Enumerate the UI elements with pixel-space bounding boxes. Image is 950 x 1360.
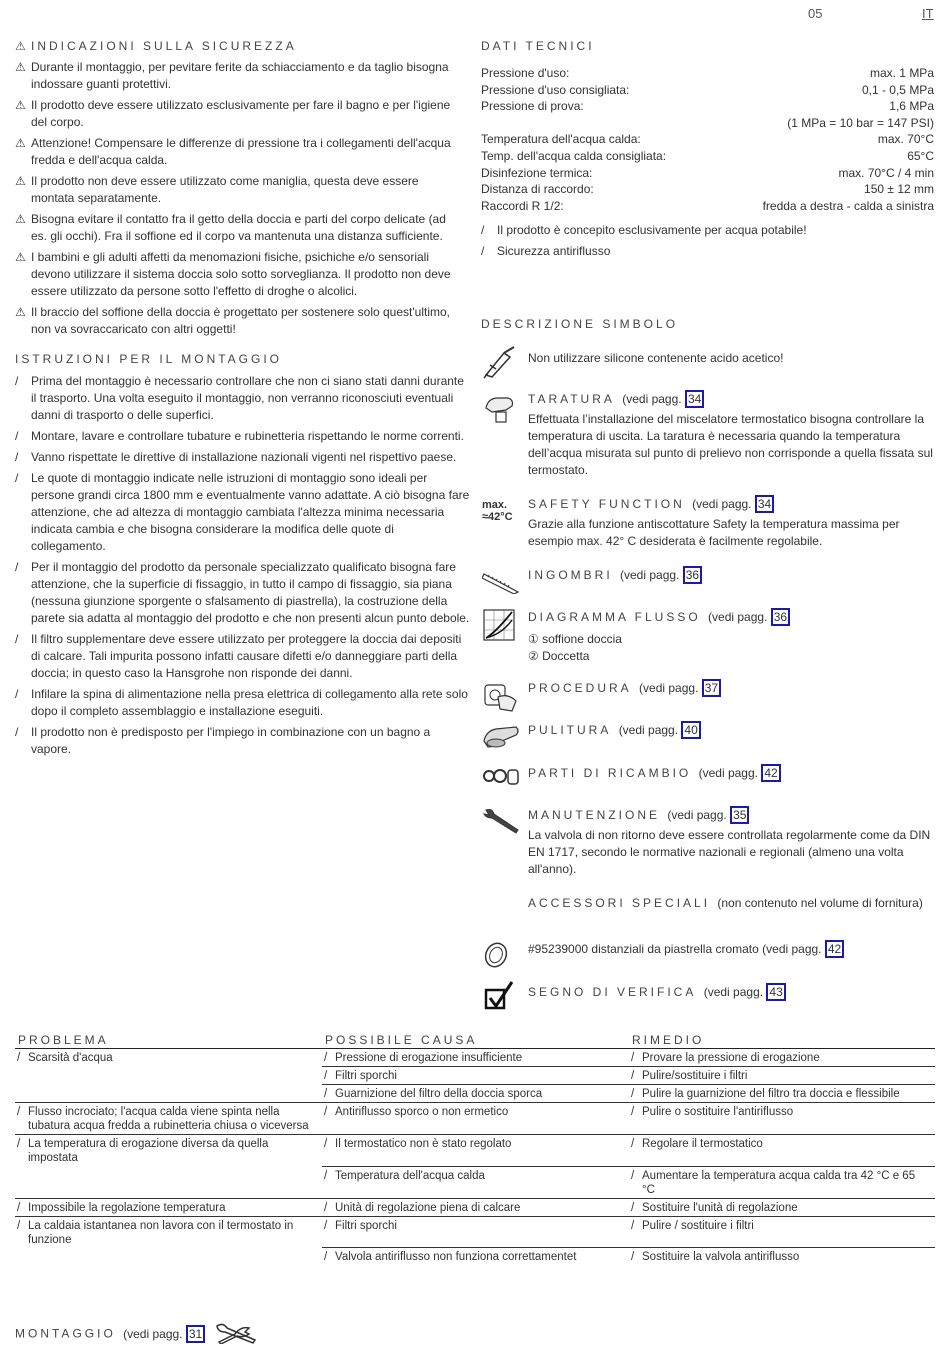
manutenzione-page-link[interactable]: 35 [730,806,749,824]
safety-item-text: Attenzione! Compensare le differenze di pressione tra i collegamenti dell'acqua fredda e dell'acqua calda. [31,136,451,167]
slash-marker: / [324,1138,328,1150]
tech-label: Pressione d'uso consigliata: [481,82,630,97]
table-cell-remedy [629,1103,935,1135]
slash-marker: / [15,471,19,485]
tech-value: 65°C [907,148,934,163]
ruler-icon [482,566,522,602]
safety-section [15,39,463,342]
procedura-ref: (vedi pagg. [639,681,699,695]
table-row [15,1248,935,1266]
safety-function-page-link[interactable]: 34 [755,495,774,513]
slash-marker: / [324,1070,328,1082]
cell-text: Valvola antiriflusso non funziona correttamentet [335,1251,577,1263]
manutenzione-ref: (vedi pagg. [667,808,727,822]
table-cell-cause [322,1248,629,1266]
footer-montaggio [15,1322,315,1347]
ingombri-ref: (vedi pagg. [620,568,680,582]
slash-marker: / [324,1219,328,1232]
slash-marker: / [631,1088,635,1100]
mounting-item-text: Il prodotto non è predisposto per l'impiego in combinazione con un bagno a vapore. [31,725,431,756]
tech-row [481,131,934,148]
taratura-description: Effettuata l’installazione del miscelatore termostatico bisogna controllare la temperatura di uscita. La taratura è necessaria quando la temperatura dell’acqua misurata sul punto di prelievo non corrisponde a quella fissata sul termostato. [528,412,933,477]
table-cell-remedy [629,1085,935,1103]
cell-text: Pulire la guarnizione del filtro tra doccia e flessibile [642,1088,900,1100]
tech-value: 150 ± 12 mm [864,182,934,197]
slash-marker: / [17,1201,21,1214]
tech-value: (1 MPa = 10 bar = 147 PSI) [787,115,934,130]
safety-item-text: Il prodotto deve essere utilizzato esclusivamente per fare il bagno e per l'igiene del corpo. [31,98,451,129]
pulitura-ref: (vedi pagg. [618,723,679,737]
mounting-title: ISTRUZIONI PER IL MONTAGGIO [15,352,283,366]
manutenzione-description: La valvola di non ritorno deve essere controllata regolarmente come da DIN EN 1717, secondo le normative nazionali e regionali (almeno una volta all'anno). [528,828,931,876]
slash-marker: / [324,1169,328,1182]
distanziali-text-block [528,940,938,958]
slash-marker: / [324,1106,328,1118]
table-cell-remedy [629,1166,935,1198]
tech-rows [481,65,934,214]
tech-label: Temp. dell'acqua calda consigliata: [481,148,667,163]
slash-marker: / [631,1070,635,1082]
warning-icon: ⚠ [15,39,29,53]
slash-marker: / [15,429,19,443]
wrench-icon [482,806,522,842]
slash-marker: / [631,1219,635,1232]
warning-icon: ⚠ [15,212,26,226]
safety-item [15,304,463,338]
checkbox-icon [482,980,522,1016]
slash-marker: / [631,1201,635,1214]
table-cell-remedy [629,1049,935,1067]
mounting-item-text: Per il montaggio del prodotto da personale specializzato qualificato bisogna fare attenzione, che la superficie di fissaggio, in tutto il campo di fissaggio, sia piana (nessuna giunzione sporgente o sfalsamento di piastrella), la costruzione della parete sia adatta al montaggio del prodotto e che non presenti alcun punto debole. [31,560,470,625]
max-temp-icon-line1: max. [482,499,508,511]
cell-text: Pulire/sostituire i filtri [642,1070,748,1082]
cell-text: La caldaia istantanea non lavora con il termostato in funzione [28,1219,294,1246]
tech-note [481,222,934,239]
mounting-item-text: Infilare la spina di alimentazione nella presa elettrica di collegamento alla rete solo dopo il completo assemblaggio e installazione eseguiti. [31,687,468,718]
tech-label: Temperatura dell'acqua calda: [481,132,641,147]
cell-text: Pulire o sostituire l'antiriflusso [642,1106,794,1118]
flow-diagram-icon [482,608,522,644]
cell-text: Antiriflusso sporco o non ermetico [335,1106,509,1118]
slash-marker: / [17,1106,21,1118]
table-row [15,1166,935,1198]
safety-function-title: SAFETY FUNCTION [528,497,685,511]
diagramma-ref: (vedi pagg. [708,610,768,624]
table-cell-remedy [629,1067,935,1085]
ingombri-title: INGOMBRI [528,568,613,582]
cell-text: Temperatura dell'acqua calda [335,1169,485,1182]
header-problema: PROBLEMA [18,1033,109,1047]
max-temp-icon-line2: ≈42°C [482,511,513,523]
mounting-item [15,631,470,682]
tech-row [481,98,934,115]
slash-marker: / [631,1169,635,1182]
distanziali-page-link[interactable]: 42 [825,940,844,958]
table-cell-problem [15,1248,322,1266]
taratura-page-link[interactable]: 34 [685,390,704,408]
silicone-text: Non utilizzare silicone contenente acido acetico! [528,351,784,365]
tech-label: Pressione d'uso: [481,66,570,80]
mounting-item-text: Prima del montaggio è necessario controllare che non ci siano stati danni durante il trasporto. Una volta eseguito il montaggio, non verranno riconosciuti eventuali danni di trasporto o delle superfici. [31,374,464,422]
tech-note [481,243,934,260]
table-row [15,1216,935,1248]
tech-value: max. 1 MPa [869,66,934,80]
verifica-ref: (vedi pagg. [703,985,764,999]
tools-icon [215,1322,257,1347]
mounting-item-text: Il filtro supplementare deve essere utilizzato per proteggere la doccia dai depositi di calcare. Tali impurita possono infatti causare difetti e/o danneggiare parti della doccia; in questo caso la Hansgrohe non risponde dei danni. [31,632,462,680]
cell-text: Sostituire l'unità di regolazione [642,1201,798,1214]
slash-marker: / [631,1052,635,1064]
tech-value: 0,1 - 0,5 MPa [861,82,934,97]
tech-label: Disinfezione termica: [481,165,593,180]
slash-marker: / [15,560,19,574]
slash-marker: / [15,374,19,388]
safety-item-text: Il braccio del soffione della doccia è progettato per sostenere solo quest'ultimo, non va sovraccaricato con altri oggetti! [31,305,450,336]
mounting-item-text: Le quote di montaggio indicate nelle istruzioni di montaggio sono ideali per persone grandi circa 1800 mm e eventualmente vanno adattate. A ciò bisogna fare attenzione, che ad altezza di montaggio cambiata l'altezza minima necessaria indicata cambia e che bisogna considerare la modifica delle quote di collegamento. [31,471,470,553]
cleaning-hand-icon [482,721,522,757]
safety-list [15,59,463,338]
diagramma-title: DIAGRAMMA FLUSSO [528,610,701,624]
slash-marker: / [324,1201,328,1214]
tech-label: Distanza di raccordo: [481,182,594,197]
table-cell-cause [322,1085,629,1103]
accessori-title: ACCESSORI SPECIALI [528,896,711,910]
slash-marker: / [324,1088,328,1100]
table-cell-problem [15,1085,322,1103]
tech-label: Raccordi R 1/2: [481,198,564,213]
table-cell-cause [322,1166,629,1198]
procedura-text-block [528,679,938,697]
safety-item [15,249,463,300]
table-cell-cause [322,1216,629,1248]
language-code: IT [922,6,934,21]
slash-marker: / [17,1219,21,1232]
tech-row [481,198,934,215]
ricambio-ref: (vedi pagg. [698,766,758,780]
cell-text: Impossibile la regolazione temperatura [28,1201,226,1214]
ricambio-page-link[interactable]: 42 [761,764,780,782]
cell-text: Provare la pressione di erogazione [642,1052,820,1064]
tech-notes [481,222,934,260]
table-row [15,1198,935,1216]
taratura-text-block [528,390,938,479]
slash-marker: / [15,725,19,739]
troubleshooting-section [15,1033,935,1265]
hand-button-icon [482,679,522,715]
hand-thermostat-icon [482,390,522,426]
cell-text: Unità di regolazione piena di calcare [335,1201,521,1214]
cell-text: Aumentare la temperatura acqua calda tra 42 °C e 65 °C [642,1169,916,1196]
mounting-item [15,428,470,445]
cell-text: Filtri sporchi [335,1219,397,1232]
table-row [15,1135,935,1167]
slash-marker: / [481,244,485,259]
safety-item [15,211,463,245]
manutenzione-title: MANUTENZIONE [528,808,660,822]
tech-value: max. 70°C / 4 min [838,165,934,180]
table-cell-problem [15,1198,322,1216]
safety-item [15,135,463,169]
warning-icon: ⚠ [15,174,26,188]
safety-function-ref: (vedi pagg. [692,497,752,511]
verifica-page-link[interactable]: 43 [766,983,785,1001]
tech-row [481,165,934,182]
table-cell-problem [15,1067,322,1085]
mounting-item-text: Vanno rispettate le direttive di installazione nazionali vigenti nel rispettivo paese. [31,450,457,464]
table-row [15,1049,935,1067]
safety-item-text: I bambini e gli adulti affetti da menomazioni fisiche, psichiche e/o sensoriali devono utilizzare il sistema doccia solo sotto sorveglianza. Il prodotto non deve essere utilizzato da persone sotto l'effetto di droghe o alcolici. [31,250,451,298]
diagramma-line-1: ① soffione doccia [528,632,622,646]
page-number: 05 [808,6,823,21]
manutenzione-text-block [528,806,938,878]
mounting-item [15,449,470,466]
table-cell-problem [15,1049,322,1067]
table-cell-remedy [629,1248,935,1266]
table-cell-remedy [629,1135,935,1167]
tech-value: max. 70°C [877,132,934,147]
tech-row [481,115,934,132]
warning-icon: ⚠ [15,60,26,74]
header-rimedio: RIMEDIO [632,1033,705,1047]
safety-item [15,59,463,93]
pulitura-title: PULITURA [528,723,612,737]
safety-function-text-block [528,495,938,550]
slash-marker: / [324,1251,328,1263]
cell-text: Pulire / sostituire i filtri [642,1219,754,1232]
ricambio-text-block [528,764,938,782]
slash-marker: / [324,1052,328,1064]
tech-row [481,65,934,82]
distanziali-text: #95239000 distanziali da piastrella cromato (vedi pagg. [528,942,822,956]
tech-note-text: Il prodotto è concepito esclusivamente per acqua potabile! [497,223,807,238]
troubleshooting-header [15,1033,935,1049]
cell-text: Scarsità d'acqua [28,1052,113,1064]
safety-title [15,39,463,53]
slash-marker: / [17,1052,21,1064]
slash-marker: / [631,1106,635,1118]
pulitura-text-block [528,721,938,739]
procedura-title: PROCEDURA [528,681,632,695]
table-cell-problem [15,1103,322,1135]
procedura-page-link[interactable]: 37 [702,679,721,697]
warning-icon: ⚠ [15,305,26,319]
taratura-ref: (vedi pagg. [622,392,682,406]
mounting-list [15,373,470,758]
mounting-item [15,559,470,627]
mounting-item-text: Montare, lavare e controllare tubature e rubinetteria rispettando le norme correnti. [31,429,464,443]
tech-title: DATI TECNICI [481,39,595,53]
mounting-section [15,352,470,762]
diagramma-line-2: ② Doccetta [528,649,590,663]
mounting-item [15,686,470,720]
footer-page-link[interactable]: 31 [186,1325,205,1343]
safety-item [15,173,463,207]
verifica-text-block [528,983,938,1001]
table-row [15,1103,935,1135]
safety-item [15,97,463,131]
diagramma-text-block [528,608,938,665]
diagramma-page-link[interactable]: 36 [771,608,790,626]
ricambio-title: PARTI DI RICAMBIO [528,766,692,780]
cell-text: Il termostatico non è stato regolato [335,1138,512,1150]
table-cell-cause [322,1198,629,1216]
accessori-note: (non contenuto nel volume di fornitura) [717,896,923,910]
spacer-ring-icon [482,937,522,973]
cell-text: Regolare il termostatico [642,1138,763,1150]
table-cell-cause [322,1135,629,1167]
table-cell-cause [322,1049,629,1067]
cell-text: Pressione di erogazione insufficiente [335,1052,523,1064]
verifica-title: SEGNO DI VERIFICA [528,985,697,999]
mounting-item [15,373,470,424]
taratura-title: TARATURA [528,392,615,406]
safety-function-description: Grazie alla funzione antiscottature Safety la temperatura massima per esempio max. 42° C desiderata è facilmente regolabile. [528,517,900,548]
table-cell-cause [322,1067,629,1085]
troubleshooting-table [15,1049,935,1265]
tech-label: Pressione di prova: [481,99,584,114]
slash-marker: / [17,1138,21,1150]
ingombri-page-link[interactable]: 36 [683,566,702,584]
tech-row [481,82,934,99]
tech-value: fredda a destra - calda a sinistra [762,198,934,213]
spare-parts-icon [482,764,522,800]
footer-ref: (vedi pagg. [123,1326,183,1341]
tech-section [481,39,934,264]
table-cell-problem [15,1166,322,1198]
safety-item-text: Durante il montaggio, per pevitare ferite da schiacciamento e da taglio bisogna indossare guanti protettivi. [31,60,449,91]
ingombri-text-block [528,566,938,584]
slash-marker: / [15,450,19,464]
warning-icon: ⚠ [15,250,26,264]
table-cell-problem [15,1135,322,1167]
header-causa: POSSIBILE CAUSA [325,1033,478,1047]
safety-title-text: INDICAZIONI SULLA SICUREZZA [31,39,297,53]
warning-icon: ⚠ [15,136,26,150]
accessori-section [528,896,938,910]
table-cell-remedy [629,1216,935,1248]
slash-marker: / [631,1138,635,1150]
safety-item-text: Il prodotto non deve essere utilizzato come maniglia, questa deve essere montata separatamente. [31,174,419,205]
table-row [15,1067,935,1085]
slash-marker: / [481,223,485,238]
mounting-item [15,724,470,758]
slash-marker: / [15,632,19,646]
table-cell-cause [322,1103,629,1135]
table-cell-remedy [629,1198,935,1216]
slash-marker: / [631,1251,635,1263]
table-row [15,1085,935,1103]
warning-icon: ⚠ [15,98,26,112]
slash-marker: / [15,687,19,701]
safety-item-text: Bisogna evitare il contatto fra il getto della doccia e parti del corpo delicate (ad es. gli occhi). Fra il soffione ed il corpo va mantenuta una distanza sufficiente. [31,212,446,243]
symbols-title: DESCRIZIONE SIMBOLO [481,317,679,331]
cell-text: Guarnizione del filtro della doccia sporca [335,1088,543,1100]
table-cell-problem [15,1216,322,1248]
cell-text: Filtri sporchi [335,1070,397,1082]
max-temp-icon [482,499,522,535]
footer-title: MONTAGGIO [15,1326,116,1341]
cell-text: La temperatura di erogazione diversa da quella impostata [28,1138,269,1164]
tech-note-text: Sicurezza antiriflusso [497,244,611,259]
cell-text: Flusso incrociato; l'acqua calda viene spinta nella tubatura acqua fredda a rubinetteria chiusa o viceversa [28,1106,309,1132]
pulitura-page-link[interactable]: 40 [681,721,700,739]
cell-text: Sostituire la valvola antiriflusso [642,1251,800,1263]
silicone-gun-icon [482,345,522,381]
tech-value: 1,6 MPa [889,99,934,114]
mounting-item [15,470,470,555]
tech-row [481,148,934,165]
tech-row [481,181,934,198]
